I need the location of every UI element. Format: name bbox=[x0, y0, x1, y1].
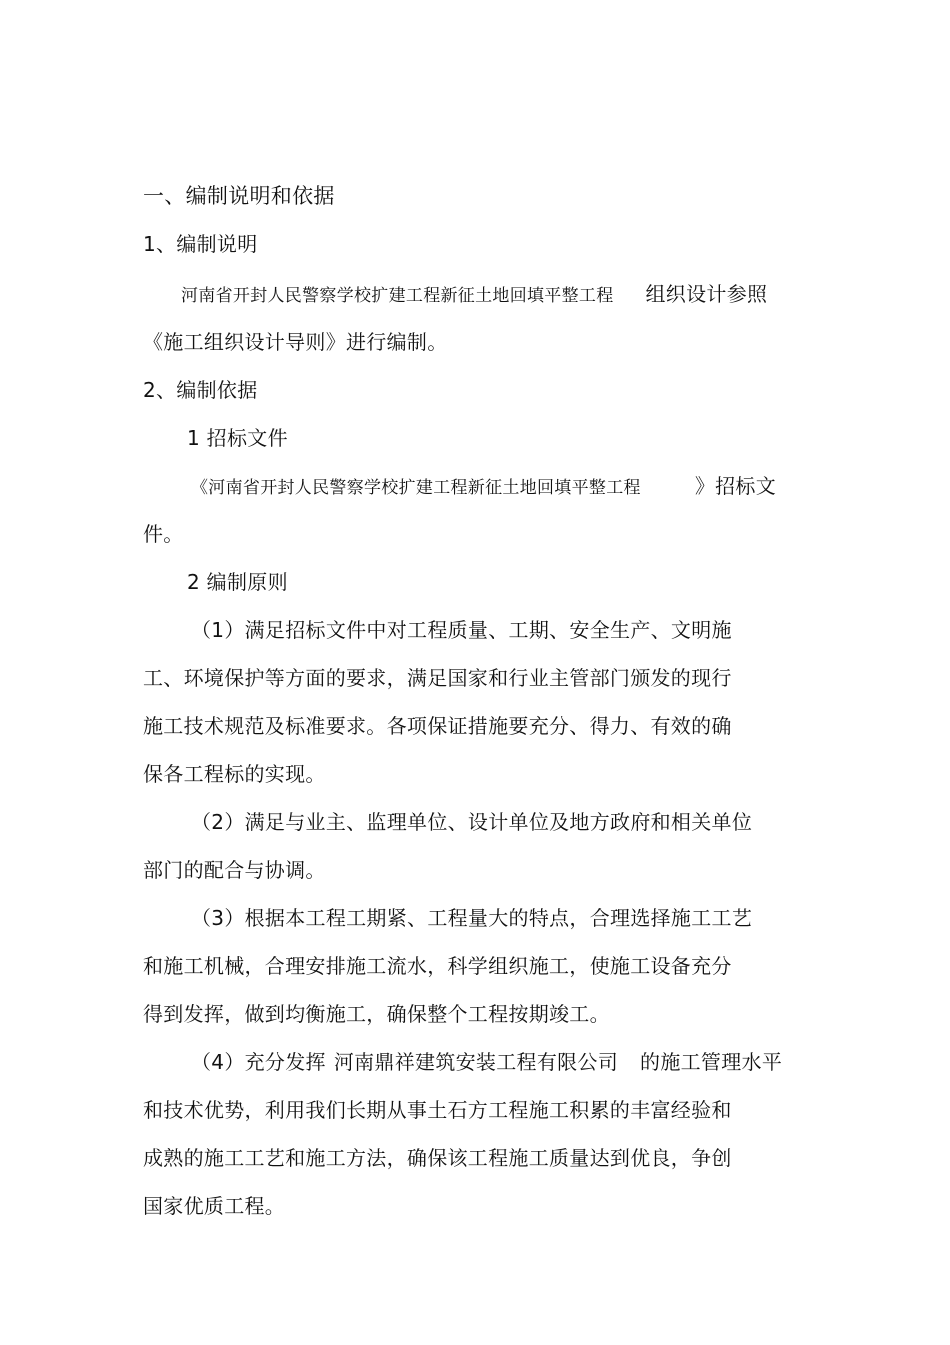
paragraph-line: 保各工程标的实现。 bbox=[143, 762, 326, 786]
paragraph-line: （1）满足招标文件中对工程质量、工期、安全生产、文明施 bbox=[191, 618, 732, 642]
paragraph-line: 国家优质工程。 bbox=[143, 1194, 286, 1218]
paragraph-line bbox=[191, 473, 776, 501]
paragraph-line: 成熟的施工工艺和施工方法，确保该工程施工质量达到优良，争创 bbox=[143, 1146, 732, 1170]
section-heading: 一、编制说明和依据 bbox=[143, 184, 335, 208]
paragraph-line bbox=[191, 1049, 782, 1075]
paragraph-line: 施工技术规范及标准要求。各项保证措施要充分、得力、有效的确 bbox=[143, 714, 732, 738]
paragraph-line: 得到发挥，做到均衡施工，确保整个工程按期竣工。 bbox=[143, 1002, 610, 1026]
project-name: 河南省开封人民警察学校扩建工程新征土地回填平整工程 bbox=[181, 286, 614, 306]
company-name: 河南鼎祥建筑安装工程有限公司 bbox=[333, 1050, 619, 1074]
paragraph-line: 部门的配合与协调。 bbox=[143, 858, 326, 882]
paragraph-line: 和施工机械，合理安排施工流水，科学组织施工，使施工设备充分 bbox=[143, 954, 732, 978]
subsection-heading-2: 2、编制依据 bbox=[143, 378, 258, 402]
item-heading-2: 2 编制原则 bbox=[187, 570, 288, 594]
tender-document-title: 《河南省开封人民警察学校扩建工程新征土地回填平整工程 bbox=[191, 478, 641, 498]
paragraph-line: 件。 bbox=[143, 522, 184, 546]
paragraph-text: 的施工管理水平 bbox=[640, 1050, 783, 1074]
paragraph-text: 》招标文 bbox=[694, 474, 777, 498]
item-heading-1: 1 招标文件 bbox=[187, 426, 288, 450]
paragraph-line: （2）满足与业主、监理单位、设计单位及地方政府和相关单位 bbox=[191, 810, 753, 834]
paragraph-line: （3）根据本工程工期紧、工程量大的特点，合理选择施工工艺 bbox=[191, 906, 753, 930]
subsection-heading-1: 1、编制说明 bbox=[143, 232, 258, 256]
paragraph-line: 和技术优势，利用我们长期从事土石方工程施工积累的丰富经验和 bbox=[143, 1098, 732, 1122]
paragraph-line bbox=[181, 281, 767, 309]
paragraph-text: （4）充分发挥 bbox=[191, 1050, 326, 1074]
paragraph-line: 工、环境保护等方面的要求，满足国家和行业主管部门颁发的现行 bbox=[143, 666, 732, 690]
paragraph-text: 组织设计参照 bbox=[645, 282, 768, 306]
paragraph-line: 《施工组织设计导则》进行编制。 bbox=[143, 330, 448, 354]
